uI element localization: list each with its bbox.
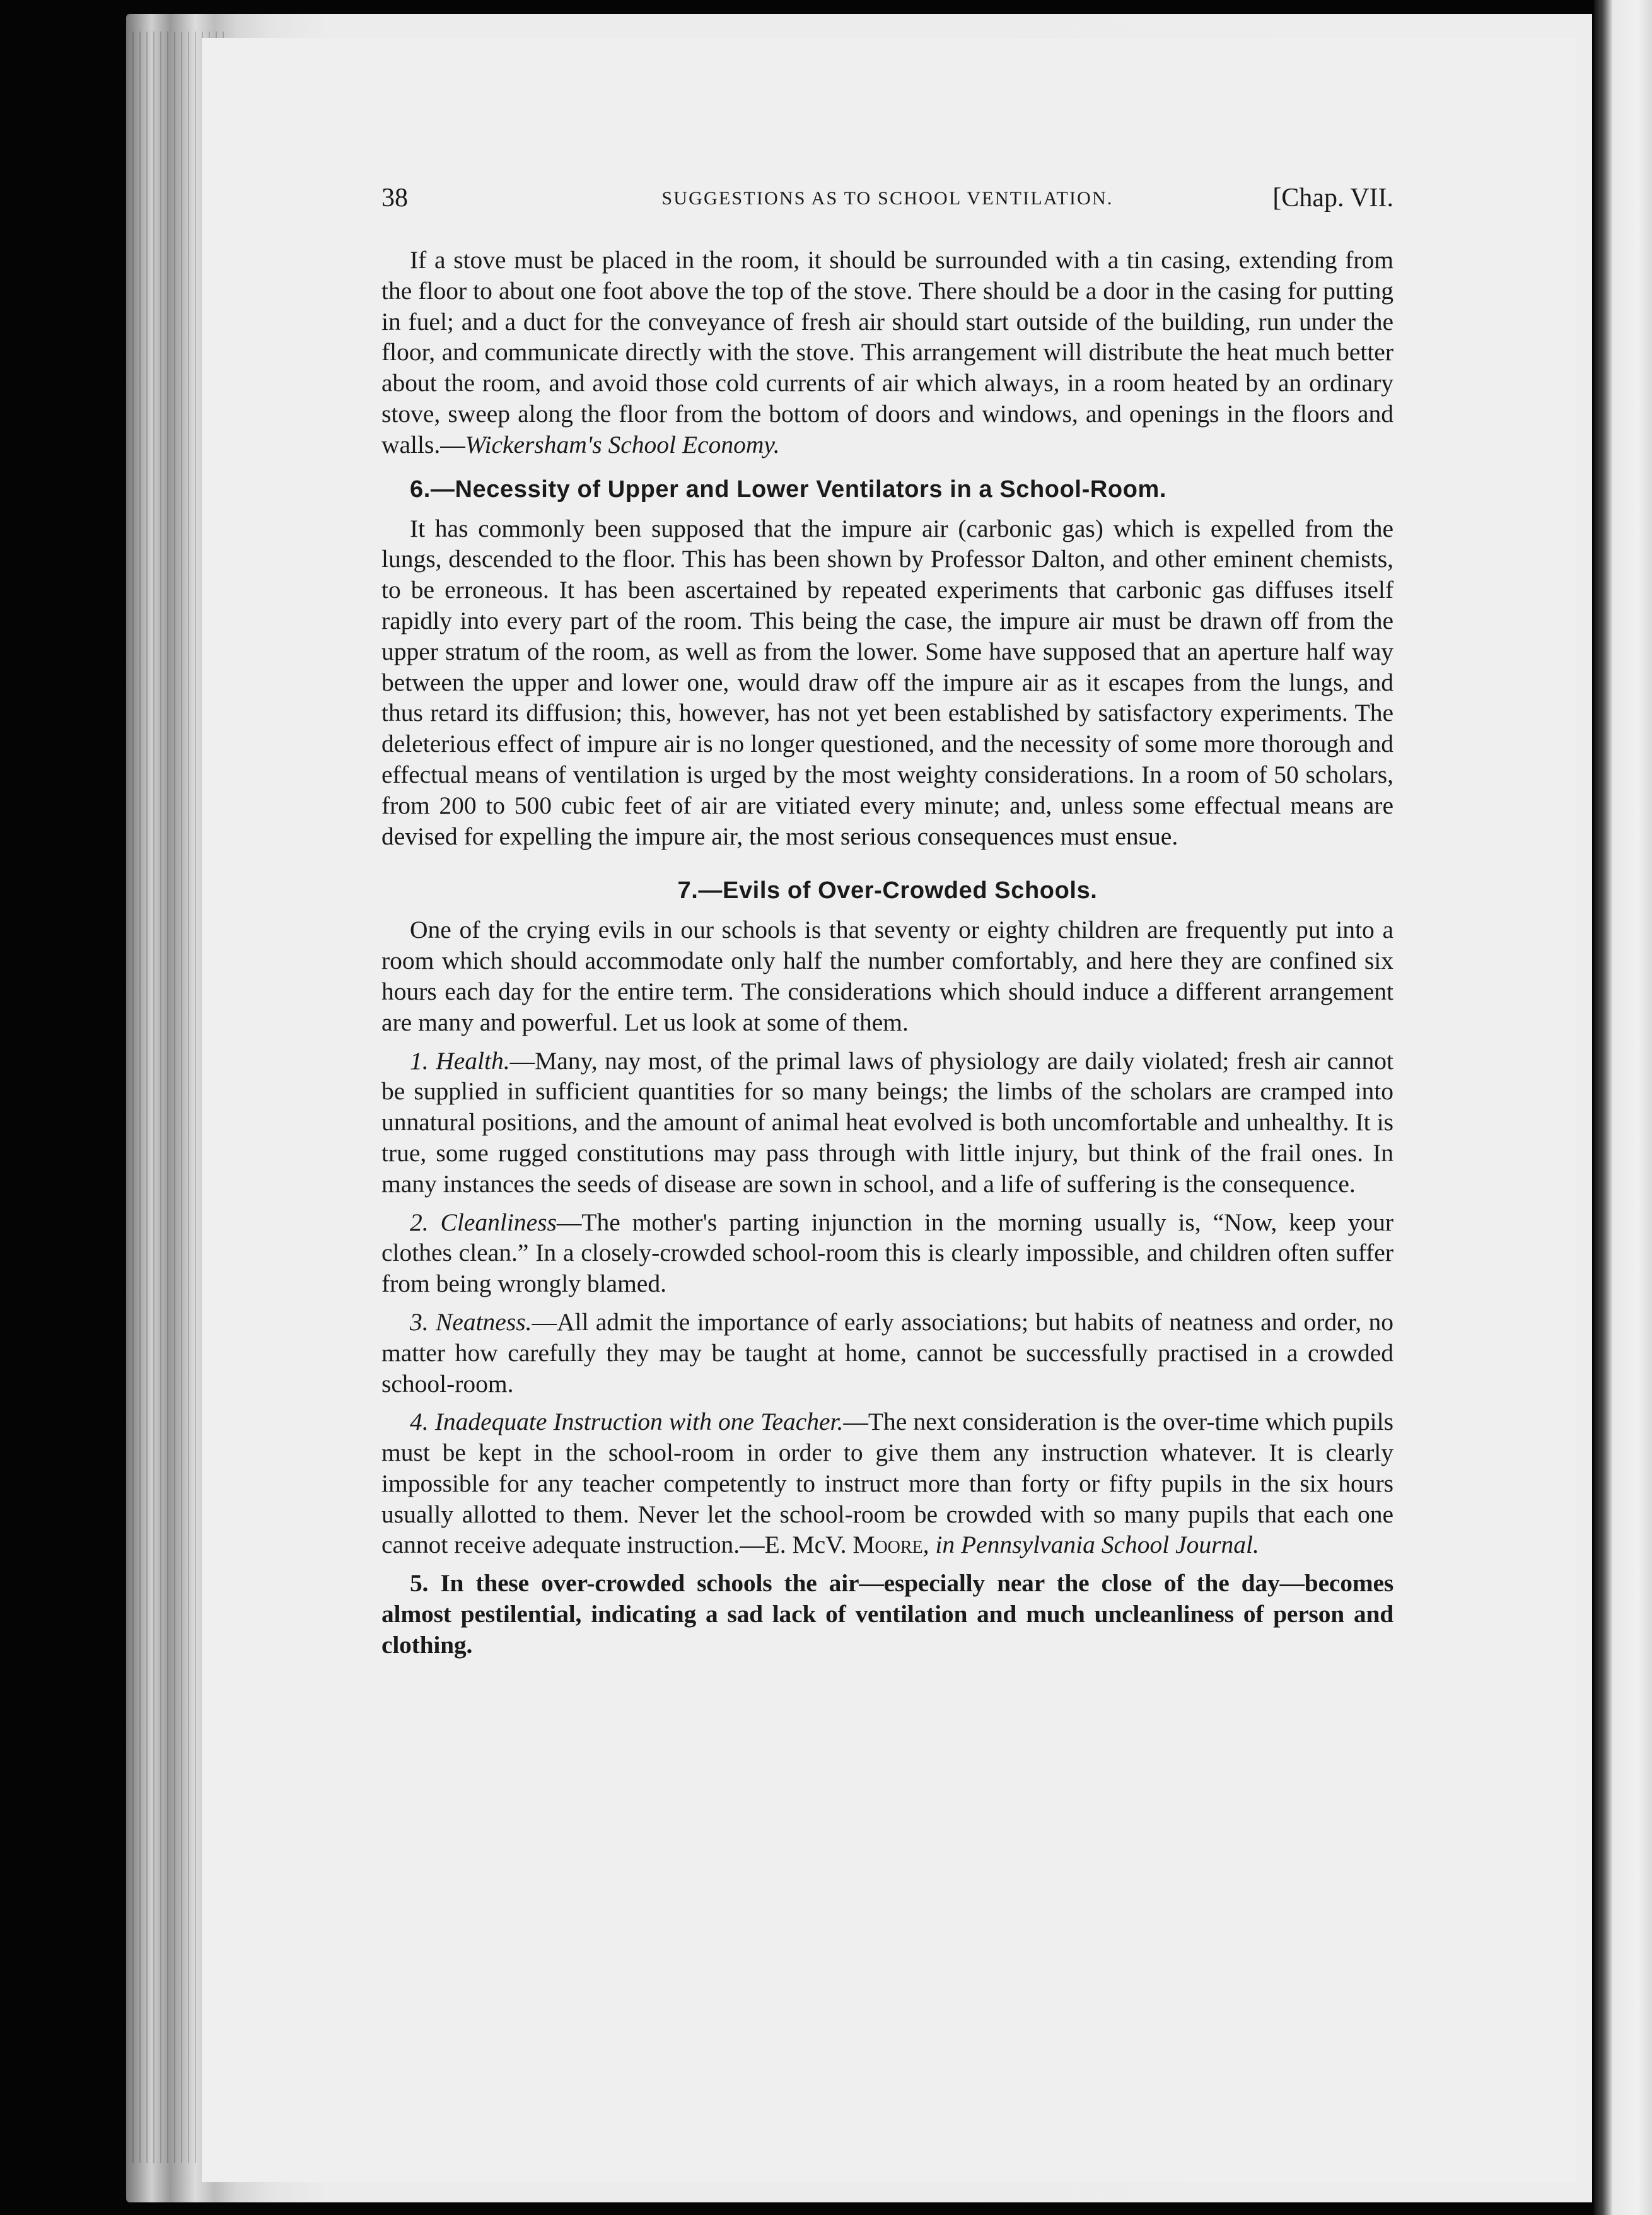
item-cleanliness-label: 2. Cleanliness [410, 1208, 557, 1236]
item-health-text: —Many, nay most, of the primal laws of physiology are daily violated; fresh air cannot be supplied in sufficient quantities for so many beings; the limbs of the scholars are cramped into unnatural positions, and the amount of animal heat evolved is both uncomfortable and unhealthy. It is true, some rugged constitutions may pass through with little injury, but think of the frail ones. In many instances the seeds of disease are sown in school, and a life of suffering is the consequence. [381, 1046, 1393, 1198]
item-neatness-label: 3. Neatness. [410, 1307, 532, 1336]
item-instruction [381, 1406, 1393, 1560]
item-instruction-author: Moore [852, 1531, 923, 1559]
item-neatness [381, 1307, 1393, 1399]
item-cleanliness [381, 1207, 1393, 1299]
section-7-heading: 7.—Evils of Over-Crowded Schools. [677, 877, 1098, 904]
item-health-label: 1. Health. [410, 1046, 510, 1075]
opening-paragraph-text: If a stove must be placed in the room, it should be surrounded with a tin casing, extending from the floor to about one foot above the top of the stove. There should be a door in the casing for putting in fuel; and a duct for the conveyance of fresh air should start outside of the building, run under the floor, and communicate directly with the stove. This arrangement will distribute the heat much better about the room, and avoid those cold currents of air which always, in a room heated by an ordinary stove, sweep along the floor from the bottom of doors and windows, and openings in the floors and walls.— [381, 246, 1393, 459]
item-neatness-text: —All admit the importance of early associations; but habits of neatness and order, no matter how carefully they may be taught at home, cannot be successfully practised in a crowded school-room. [381, 1307, 1393, 1398]
section-6-paragraph: It has commonly been supposed that the impure air (carbonic gas) which is expelled from the lungs, descended to the floor. This has been shown by Professor Dalton, and other eminent chemists, to be erroneous. It has been ascertained by repeated experiments that carbonic gas diffuses itself rapidly into every part of the room. This being the case, the impure air must be drawn off from the upper stratum of the room, as well as from the lower. Some have supposed that an aperture half way between the upper and lower one, would draw off the impure air as it escapes from the lungs, and thus retard its diffusion; this, however, has not yet been established by satisfactory experiments. The deleterious effect of impure air is no longer questioned, and the necessity of some more thorough and effectual means of ventilation is urged by the most weighty considerations. In a room of 50 scholars, from 200 to 500 cubic feet of air are vitiated every minute; and, unless some effectual means are devised for expelling the impure air, the most serious consequences must ensue. [381, 514, 1393, 850]
opening-citation: Wickersham's School Economy. [465, 430, 780, 459]
running-title: SUGGESTIONS AS TO SCHOOL VENTILATION. [661, 188, 1114, 209]
running-header [381, 183, 1393, 221]
section-7-intro: One of the crying evils in our schools is that seventy or eighty children are frequently put into a room which should accommodate only half the number comfortably, and here they are confined six hours each day for the entire term. The considerations which should induce a different arrangement are many and powerful. Let us look at some of them. [381, 916, 1393, 1036]
item-instruction-source: , in Pennsylvania School Journal. [922, 1531, 1259, 1559]
page-number: 38 [381, 184, 408, 213]
item-air: 5. In these over-crowded schools the air—especially near the close of the day—becomes almost pestilential, indicating a sad lack of ventilation and much uncleanliness of person and clothing. [381, 1569, 1393, 1659]
item-cleanliness-text: —The mother's parting injunction in the morning usually is, “Now, keep your clothes clean.” In a closely-crowded school-room this is clearly impossible, and children often suffer from being wrongly blamed. [381, 1208, 1394, 1298]
page-body [381, 245, 1393, 1668]
facing-page-edge [1594, 0, 1652, 2215]
item-instruction-text: —The next consideration is the over-time which pupils must be kept in the school-room in order to give them any instruction whatever. It is clearly impossible for any teacher competently to instruct more than forty or fifty pupils in the six hours usually allotted to them. Never let the school-room be crowded with so many pupils that each one cannot receive adequate instruction.—E. McV. [381, 1408, 1393, 1559]
section-6-heading: 6.—Necessity of Upper and Lower Ventilators in a School-Room. [410, 476, 1167, 503]
chapter-label: [Chap. VII. [1272, 184, 1393, 213]
item-health [381, 1046, 1393, 1200]
opening-paragraph [381, 245, 1393, 460]
closing-block [381, 1568, 1393, 1660]
item-instruction-label: 4. Inadequate Instruction with one Teacher. [410, 1408, 844, 1436]
